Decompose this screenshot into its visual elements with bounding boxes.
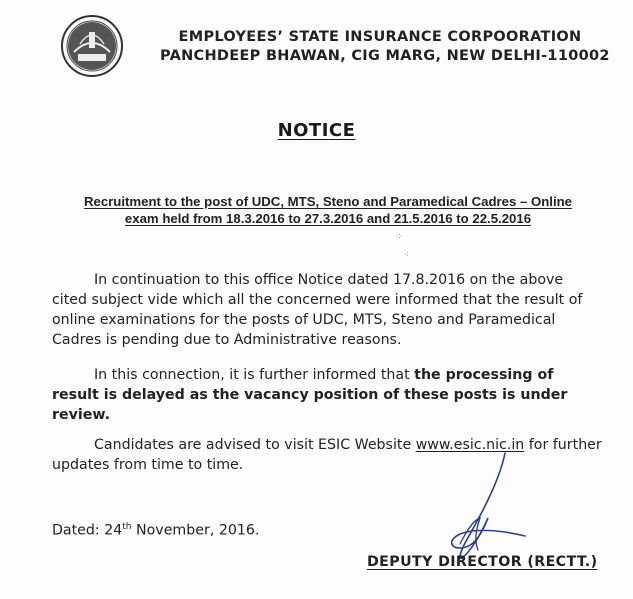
paragraph-3-tail: for further updates from time to time. bbox=[52, 437, 602, 473]
organization-name: EMPLOYEES’ STATE INSURANCE CORPOORATION bbox=[178, 29, 582, 45]
paragraph-1-text: In continuation to this office Notice dated 17.8.2016 on the above cited subject vide which all the concerned were informed that the result of online examinations for the posts of UDC, MTS, Steno and Paramedical Cadres is pending due to Administrative reasons. bbox=[52, 272, 583, 348]
scan-speck: ⁖ bbox=[404, 250, 409, 259]
date-suffix: th bbox=[122, 522, 132, 532]
paragraph-2-bold-text: the processing of result is delayed as the vacancy position of these posts is under review bbox=[52, 367, 568, 423]
notice-title: NOTICE bbox=[277, 120, 356, 141]
notice-subject bbox=[48, 193, 608, 227]
paragraph-2-text: In this connection, it is further informed that bbox=[94, 367, 415, 383]
signatory-designation: DEPUTY DIRECTOR (RECTT.) bbox=[367, 554, 598, 570]
organization-header bbox=[160, 28, 610, 66]
esic-website-link[interactable]: www.esic.nic.in bbox=[415, 437, 525, 453]
date-label: Dated: 24 bbox=[52, 522, 123, 539]
notice-date bbox=[52, 522, 259, 539]
date-rest: November, 2016. bbox=[131, 522, 260, 539]
organization-address: PANCHDEEP BHAWAN, CIG MARG, NEW DELHI-110002 bbox=[160, 48, 610, 64]
subject-line-2: exam held from 18.3.2016 to 27.3.2016 and 21.5.2016 to 22.5.2016 bbox=[124, 211, 532, 226]
scan-speck: ⁘ bbox=[396, 232, 403, 241]
esic-logo bbox=[60, 14, 124, 78]
paragraph-processing bbox=[52, 365, 602, 425]
paragraph-continuation bbox=[52, 270, 602, 350]
paragraph-2-end: . bbox=[104, 407, 110, 423]
paragraph-3-text: Candidates are advised to visit ESIC Website bbox=[94, 437, 416, 453]
subject-line-1: Recruitment to the post of UDC, MTS, Steno and Paramedical Cadres – Online bbox=[83, 194, 573, 209]
